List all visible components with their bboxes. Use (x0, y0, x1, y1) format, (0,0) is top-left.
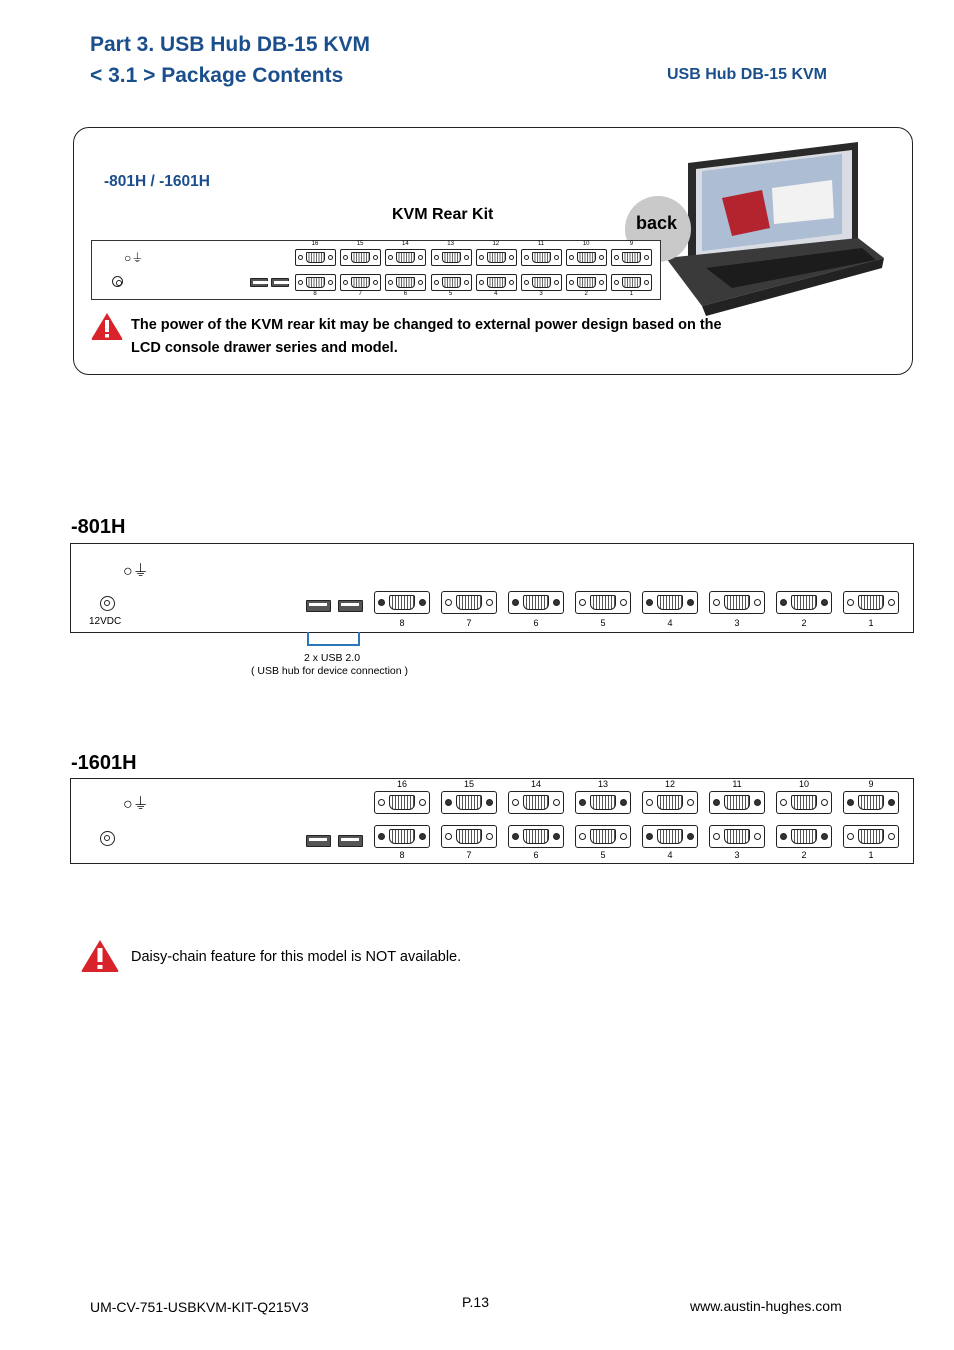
port-screw (847, 799, 854, 806)
db15-port (776, 591, 832, 614)
port-screw (754, 833, 761, 840)
port-screw (620, 833, 627, 840)
port-number: 2 (584, 291, 588, 297)
port-screw (419, 599, 426, 606)
port-screw (434, 280, 439, 285)
db15-port (843, 591, 899, 614)
db15-connector (858, 795, 884, 810)
db15-port (441, 591, 497, 614)
port-screw (687, 599, 694, 606)
db15-port (566, 274, 607, 291)
port-number: 4 (667, 850, 673, 860)
port-number: 5 (600, 850, 606, 860)
usb-bracket (306, 632, 362, 648)
port-screw (847, 599, 854, 606)
db15-port (642, 791, 698, 814)
db15-port (295, 274, 336, 291)
port-screw (579, 599, 586, 606)
port-screw (553, 799, 560, 806)
db15-port (611, 274, 652, 291)
db15-port (611, 249, 652, 266)
db15-connector (622, 277, 641, 288)
port-screw (445, 799, 452, 806)
port-screw (373, 280, 378, 285)
power-jack-icon (100, 831, 115, 846)
ground-icon: ○⏚ (123, 796, 149, 813)
port-screw (378, 833, 385, 840)
port-number: 3 (734, 850, 740, 860)
port-number: 13 (597, 779, 608, 789)
port-screw (373, 255, 378, 260)
port-screw (569, 255, 574, 260)
db15-port (575, 791, 631, 814)
db15-port (374, 791, 430, 814)
port-screw (418, 280, 423, 285)
db15-connector (590, 795, 616, 810)
port-screw (646, 833, 653, 840)
section-title: < 3.1 > Package Contents (90, 64, 344, 87)
db15-port (843, 825, 899, 848)
port-number: 12 (664, 779, 675, 789)
db15-connector (657, 595, 683, 610)
db15-connector (456, 795, 482, 810)
db15-connector (577, 252, 596, 263)
daisy-chain-notice: Daisy-chain feature for this model is NOT available. (131, 949, 462, 965)
port-number: 15 (356, 241, 364, 247)
model-1601h-heading: -1601H (71, 752, 137, 774)
power-label: 12VDC (89, 616, 122, 627)
port-screw (554, 255, 559, 260)
db15-port (431, 274, 472, 291)
port-screw (509, 280, 514, 285)
usb-port-icon (306, 600, 331, 612)
port-screw (464, 255, 469, 260)
power-warning-text: The power of the KVM rear kit may be changed to external power design based on the LCD console drawer series and model. (131, 317, 722, 356)
power-jack-icon (112, 276, 123, 287)
port-screw (419, 799, 426, 806)
db15-port (431, 249, 472, 266)
port-screw (328, 280, 333, 285)
db15-connector (456, 595, 482, 610)
ground-icon: ○⏚ (123, 563, 149, 580)
back-label: back (636, 213, 678, 233)
model-801h-rear-panel (70, 543, 914, 633)
website-link[interactable]: www.austin-hughes.com (690, 1298, 842, 1314)
db15-connector (523, 829, 549, 844)
db15-port (521, 249, 562, 266)
port-number: 5 (600, 618, 606, 628)
db15-connector (523, 795, 549, 810)
db15-connector (442, 252, 461, 263)
port-number: 12 (492, 241, 500, 247)
port-screw (780, 833, 787, 840)
port-screw (343, 255, 348, 260)
port-screw (713, 599, 720, 606)
port-screw (780, 599, 787, 606)
port-screw (821, 833, 828, 840)
port-number: 8 (399, 618, 405, 628)
db15-connector (791, 829, 817, 844)
port-number: 9 (629, 241, 634, 247)
db15-connector (389, 795, 415, 810)
db15-connector (858, 829, 884, 844)
port-screw (821, 799, 828, 806)
model-1601h-rear-panel (70, 778, 914, 864)
port-number: 11 (732, 779, 742, 789)
db15-connector (523, 595, 549, 610)
db15-connector (590, 595, 616, 610)
db15-port (566, 249, 607, 266)
db15-connector (657, 829, 683, 844)
usb-port-icon (306, 835, 331, 847)
port-screw (620, 799, 627, 806)
db15-connector (577, 277, 596, 288)
usb-port-icon (271, 278, 289, 287)
db15-connector (724, 829, 750, 844)
port-number: 1 (868, 850, 874, 860)
db15-port (385, 274, 426, 291)
port-screw (445, 599, 452, 606)
db15-port (508, 591, 564, 614)
db15-port (776, 825, 832, 848)
port-screw (388, 255, 393, 260)
db15-port (374, 591, 430, 614)
port-number: 10 (798, 779, 809, 789)
db15-connector (791, 795, 817, 810)
usb-port-icon (338, 835, 363, 847)
db15-port (843, 791, 899, 814)
db15-connector (351, 252, 370, 263)
db15-connector (306, 277, 325, 288)
port-screw (687, 799, 694, 806)
db15-port (340, 274, 381, 291)
db15-port (709, 791, 765, 814)
db15-connector (456, 829, 482, 844)
port-number: 6 (403, 291, 408, 297)
lcd-console-drawer-image (662, 128, 892, 318)
port-screw (524, 255, 529, 260)
db15-port (776, 791, 832, 814)
db15-connector (724, 795, 750, 810)
port-screw (579, 799, 586, 806)
db15-port (642, 591, 698, 614)
port-screw (754, 799, 761, 806)
page-title: Part 3. USB Hub DB-15 KVM (90, 33, 371, 56)
port-number: 16 (396, 779, 407, 789)
port-screw (713, 799, 720, 806)
rear-kit-panel (91, 240, 661, 300)
port-screw (888, 599, 895, 606)
port-screw (486, 799, 493, 806)
db15-port (575, 591, 631, 614)
port-number: 2 (801, 618, 807, 628)
kit-label: KVM Rear Kit (392, 206, 494, 223)
port-screw (599, 255, 604, 260)
port-number: 3 (539, 291, 543, 297)
db15-connector (622, 252, 641, 263)
db15-port (521, 274, 562, 291)
port-screw (620, 599, 627, 606)
port-screw (378, 799, 385, 806)
port-number: 3 (734, 618, 740, 628)
port-screw (524, 280, 529, 285)
port-screw (687, 833, 694, 840)
port-screw (434, 255, 439, 260)
db15-port (441, 825, 497, 848)
db15-connector (396, 252, 415, 263)
port-number: 6 (533, 618, 539, 628)
port-screw (298, 255, 303, 260)
usb-caption-detail: ( USB hub for device connection ) (251, 665, 408, 677)
port-number: 14 (402, 241, 409, 247)
port-number: 7 (466, 850, 472, 860)
port-number: 8 (313, 291, 317, 297)
db15-connector (306, 252, 325, 263)
port-number: 6 (533, 850, 539, 860)
port-screw (888, 833, 895, 840)
port-screw (754, 599, 761, 606)
db15-connector (858, 595, 884, 610)
db15-port (476, 274, 517, 291)
db15-connector (791, 595, 817, 610)
usb-caption: 2 x USB 2.0 (304, 652, 361, 664)
page-subtitle: USB Hub DB-15 KVM (667, 66, 828, 83)
port-screw (614, 255, 619, 260)
db15-connector (532, 252, 551, 263)
port-number: 9 (868, 779, 874, 789)
model-801h-heading: -801H (71, 516, 126, 538)
document-id: UM-CV-751-USBKVM-KIT-Q215V3 (90, 1299, 309, 1315)
db15-port (374, 825, 430, 848)
db15-port (709, 825, 765, 848)
port-screw (646, 599, 653, 606)
port-number: 7 (358, 291, 362, 297)
port-screw (644, 255, 649, 260)
port-screw (512, 799, 519, 806)
port-screw (445, 833, 452, 840)
db15-connector (724, 595, 750, 610)
port-screw (486, 599, 493, 606)
port-screw (569, 280, 574, 285)
port-screw (388, 280, 393, 285)
db15-port (508, 791, 564, 814)
port-screw (486, 833, 493, 840)
usb-port-icon (250, 278, 268, 287)
port-screw (479, 255, 484, 260)
db15-port (441, 791, 497, 814)
port-screw (328, 255, 333, 260)
port-screw (343, 280, 348, 285)
port-number: 13 (447, 241, 454, 247)
db15-connector (657, 795, 683, 810)
port-screw (553, 599, 560, 606)
port-screw (821, 599, 828, 606)
page-number: P.13 (462, 1294, 489, 1310)
port-screw (479, 280, 484, 285)
db15-connector (590, 829, 616, 844)
db15-connector (442, 277, 461, 288)
db15-connector (487, 277, 506, 288)
port-number: 8 (399, 850, 405, 860)
port-screw (554, 280, 559, 285)
port-screw (298, 280, 303, 285)
db15-connector (389, 595, 415, 610)
port-screw (599, 280, 604, 285)
port-screw (888, 799, 895, 806)
db15-connector (351, 277, 370, 288)
warning-icon (80, 938, 120, 974)
db15-connector (389, 829, 415, 844)
port-number: 16 (311, 241, 319, 247)
db15-port (295, 249, 336, 266)
power-jack-icon (100, 596, 115, 611)
port-screw (847, 833, 854, 840)
db15-connector (396, 277, 415, 288)
port-screw (553, 833, 560, 840)
port-screw (780, 799, 787, 806)
db15-port (642, 825, 698, 848)
db15-port (385, 249, 426, 266)
port-number: 15 (463, 779, 474, 789)
port-number: 7 (466, 618, 472, 628)
warning-icon (90, 311, 124, 341)
port-screw (378, 599, 385, 606)
port-number: 1 (868, 618, 874, 628)
port-number: 14 (530, 779, 541, 789)
db15-port (508, 825, 564, 848)
port-number: 4 (494, 291, 498, 297)
port-screw (646, 799, 653, 806)
port-number: 11 (537, 241, 545, 247)
port-number: 5 (448, 291, 453, 297)
db15-connector (487, 252, 506, 263)
port-screw (418, 255, 423, 260)
port-screw (512, 833, 519, 840)
port-number: 2 (801, 850, 807, 860)
port-screw (614, 280, 619, 285)
db15-port (575, 825, 631, 848)
model-label: -801H / -1601H (104, 173, 210, 190)
port-screw (419, 833, 426, 840)
ground-icon: ○⏚ (124, 251, 144, 265)
port-screw (512, 599, 519, 606)
port-number: 1 (629, 291, 634, 297)
port-number: 10 (582, 241, 590, 247)
port-screw (464, 280, 469, 285)
db15-port (476, 249, 517, 266)
db15-port (340, 249, 381, 266)
db15-port (709, 591, 765, 614)
port-screw (509, 255, 514, 260)
port-number: 4 (667, 618, 673, 628)
db15-connector (532, 277, 551, 288)
usb-port-icon (338, 600, 363, 612)
port-screw (644, 280, 649, 285)
port-screw (579, 833, 586, 840)
port-screw (713, 833, 720, 840)
